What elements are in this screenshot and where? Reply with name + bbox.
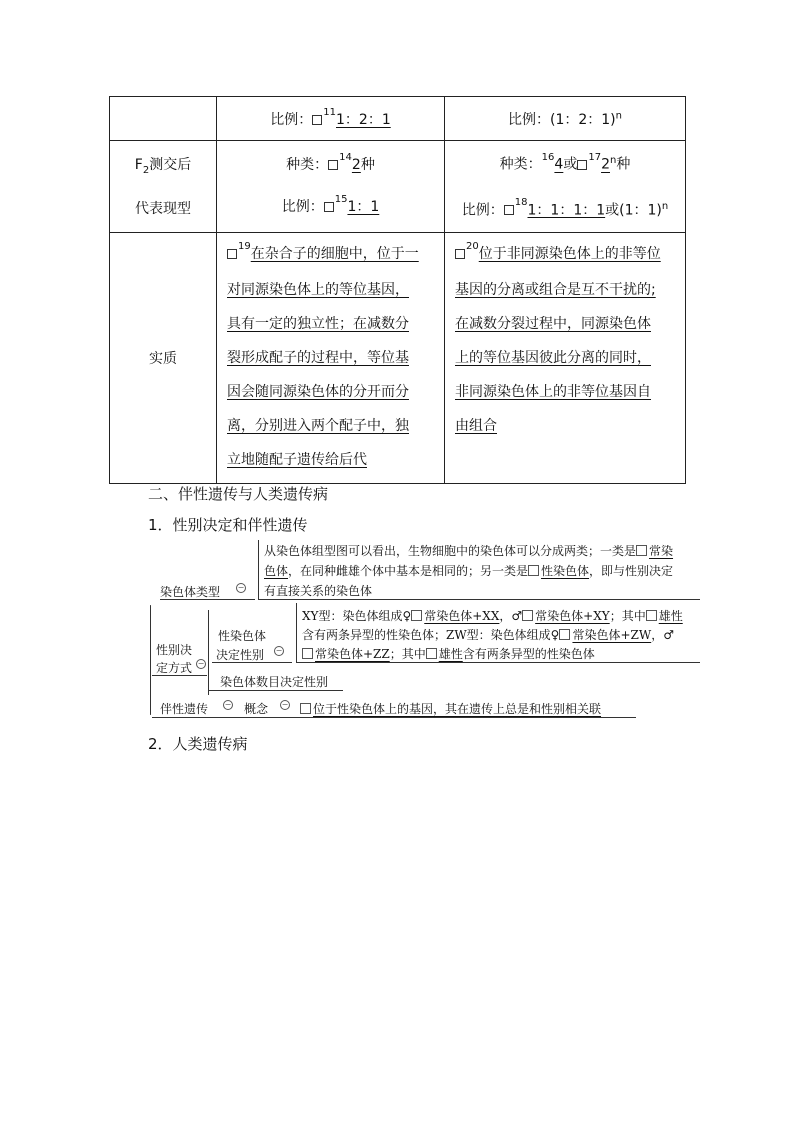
answer-box-icon	[312, 115, 322, 125]
row-label-testcross: $F_2$测交后 代表现型	[110, 141, 217, 233]
divider	[258, 599, 700, 600]
row-label-essence: 实质	[110, 233, 217, 484]
divider	[152, 717, 296, 718]
subsection-heading: 1．性别决定和伴性遗传	[148, 516, 308, 534]
collapse-icon: −	[197, 659, 205, 668]
answer-box-icon	[522, 610, 533, 621]
answer-box-icon	[302, 648, 313, 659]
answer-box-icon	[227, 249, 237, 259]
collapse-icon: −	[275, 646, 283, 655]
ratio-cell-left: 比例： $^{11}$1：2：1	[217, 97, 445, 141]
node-text: XY型：染色体组成♀ 常染色体+XX，♂ 常染色体+XY；其中 雄性	[302, 609, 683, 623]
bracket	[296, 603, 297, 663]
answer-box-icon	[636, 545, 647, 556]
mind-map	[140, 535, 700, 720]
node-concept: 概念	[244, 702, 269, 716]
node-sex-determination-2: 定方式	[156, 661, 193, 675]
node-text: 色体，在同种雌雄个体中基本是相同的；另一类是 性染色体，即与性别决定	[264, 564, 674, 578]
answer-box-icon	[455, 249, 465, 259]
divider	[212, 662, 292, 663]
answer-text: 1：2：1	[336, 111, 391, 128]
table-row	[110, 141, 686, 233]
table-row	[110, 97, 686, 141]
essence-cell-right: $^{20}$位于非同源染色体上的非等位 基因的分离或组合是互不干扰的; 在减数分裂过程中，同源染色体 上的等位基因彼此分离的同时， 非同源染色体上的非等位基因自 由组合	[445, 233, 686, 484]
comparison-table	[109, 96, 686, 484]
node-sex-determination: 性别决	[156, 643, 193, 657]
answer-box-icon	[528, 565, 539, 576]
table-cell-empty	[110, 97, 217, 141]
node-sex-linked: 伴性遗传	[160, 702, 209, 716]
divider	[296, 662, 700, 663]
node-chromosome-number: 染色体数目决定性别	[220, 675, 329, 689]
ratio-cell-right: 比例：(1：2：1)$^n$	[445, 97, 686, 141]
types-cell-left: 种类： $^{14}$2种 比例： $^{15}$1：1	[217, 141, 445, 233]
answer-box-icon	[426, 648, 437, 659]
answer-box-icon	[646, 610, 657, 621]
node-text: 位于性染色体上的基因，其在遗传上总是和性别相关联	[300, 700, 601, 717]
brace	[150, 605, 151, 715]
divider	[152, 675, 207, 676]
divider	[296, 717, 636, 718]
bracket	[208, 610, 209, 695]
answer-box-icon	[324, 202, 334, 212]
collapse-icon: −	[237, 583, 245, 592]
node-text: 常染色体+ZZ；其中 雄性含有两条异型的性染色体	[302, 645, 595, 662]
table-row	[110, 233, 686, 484]
answer-box-icon	[559, 629, 570, 640]
node-sex-chromosome-2: 决定性别	[216, 648, 265, 662]
node-chromosome-type: 染色体类型	[160, 585, 221, 599]
essence-cell-left: $^{19}$在杂合子的细胞中，位于一 对同源染色体上的等位基因， 具有一定的独立性；在减数分 裂形成配子的过程中，等位基 因会随同源染色体的分开而分 离，分别进入两个配子中，独 立地随配子遗传给后代	[217, 233, 445, 484]
collapse-icon: −	[281, 700, 289, 709]
answer-box-icon	[300, 703, 311, 714]
divider	[208, 690, 343, 691]
bracket	[258, 540, 259, 600]
node-text: 有直接关系的染色体	[264, 584, 373, 598]
answer-box-icon	[411, 610, 422, 621]
answer-box-icon	[577, 160, 587, 170]
section-heading: 二、伴性遗传与人类遗传病	[148, 485, 329, 503]
answer-box-icon	[504, 205, 514, 215]
node-sex-chromosome: 性染色体	[218, 629, 267, 643]
node-text: 含有两条异型的性染色体；ZW型：染色体组成♀ 常染色体+ZW，♂	[302, 628, 674, 642]
types-cell-right: 种类：$^{16}$4或 $^{17}$2$^n$种 比例： $^{18}$1：1：1：1或(1：1)$^n$	[445, 141, 686, 233]
answer-box-icon	[328, 160, 338, 170]
node-text: 从染色体组型图可以看出，生物细胞中的染色体可以分成两类；一类是 常染	[264, 544, 674, 558]
divider	[160, 599, 255, 600]
subsection-heading: 2．人类遗传病	[148, 735, 248, 753]
collapse-icon: −	[224, 700, 232, 709]
